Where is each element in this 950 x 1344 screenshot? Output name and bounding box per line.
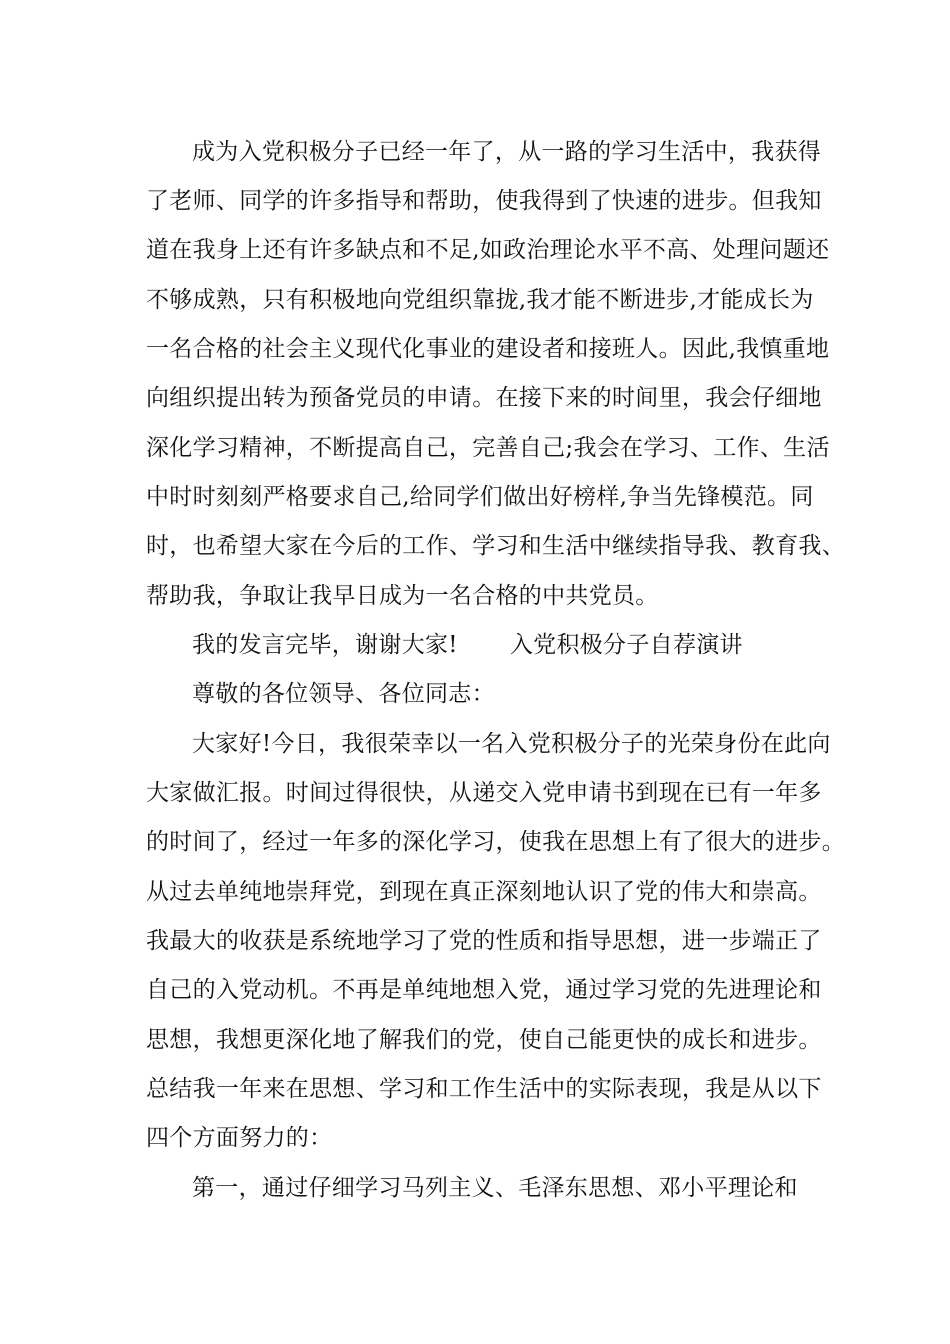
paragraph-line: 第一，通过仔细学习马列主义、毛泽东思想、邓小平理论和 [192, 1175, 798, 1201]
paragraph-line: 中时时刻刻严格要求自己,给同学们做出好榜样,争当先锋模范。同 [146, 484, 814, 510]
salutation: 尊敬的各位领导、各位同志： [192, 681, 495, 707]
paragraph-line: 自己的入党动机。不再是单纯地想入党，通过学习党的先进理论和 [146, 977, 822, 1003]
paragraph-line: 了老师、同学的许多指导和帮助，使我得到了快速的进步。但我知 [146, 188, 822, 214]
paragraph-line: 向组织提出转为预备党员的申请。在接下来的时间里，我会仔细地 [146, 385, 822, 411]
closing-remark: 我的发言完毕，谢谢大家! [192, 632, 458, 658]
paragraph-line: 总结我一年来在思想、学习和工作生活中的实际表现，我是从以下 [146, 1076, 822, 1102]
paragraph-line: 的时间了，经过一年多的深化学习，使我在思想上有了很大的进步。 [146, 829, 845, 855]
paragraph-line: 大家做汇报。时间过得很快，从递交入党申请书到现在已有一年多 [146, 780, 822, 806]
paragraph-line: 成为入党积极分子已经一年了，从一路的学习生活中，我获得 [192, 139, 822, 165]
paragraph-line: 道在我身上还有许多缺点和不足,如政治理论水平不高、处理问题还 [146, 237, 830, 263]
paragraph-line: 从过去单纯地崇拜党，到现在真正深刻地认识了党的伟大和崇高。 [146, 879, 822, 905]
paragraph-line: 时，也希望大家在今后的工作、学习和生活中继续指导我、教育我、 [146, 533, 845, 559]
paragraph-line: 思想，我想更深化地了解我们的党，使自己能更快的成长和进步。 [146, 1027, 822, 1053]
paragraph-line: 不够成熟，只有积极地向党组织靠拢,我才能不断进步,才能成长为 [146, 287, 814, 313]
paragraph-line: 大家好!今日，我很荣幸以一名入党积极分子的光荣身份在此向 [192, 731, 831, 757]
paragraph-line: 四个方面努力的： [146, 1125, 333, 1151]
speech-title: 入党积极分子自荐演讲 [509, 632, 743, 658]
closing-line [192, 629, 743, 661]
paragraph-line: 帮助我，争取让我早日成为一名合格的中共党员。 [146, 583, 659, 609]
paragraph-line: 一名合格的社会主义现代化事业的建设者和接班人。因此,我慎重地 [146, 336, 830, 362]
paragraph-line: 深化学习精神，不断提高自己，完善自己;我会在学习、工作、生活 [146, 435, 830, 461]
paragraph-line: 我最大的收获是系统地学习了党的性质和指导思想，进一步端正了 [146, 928, 822, 954]
